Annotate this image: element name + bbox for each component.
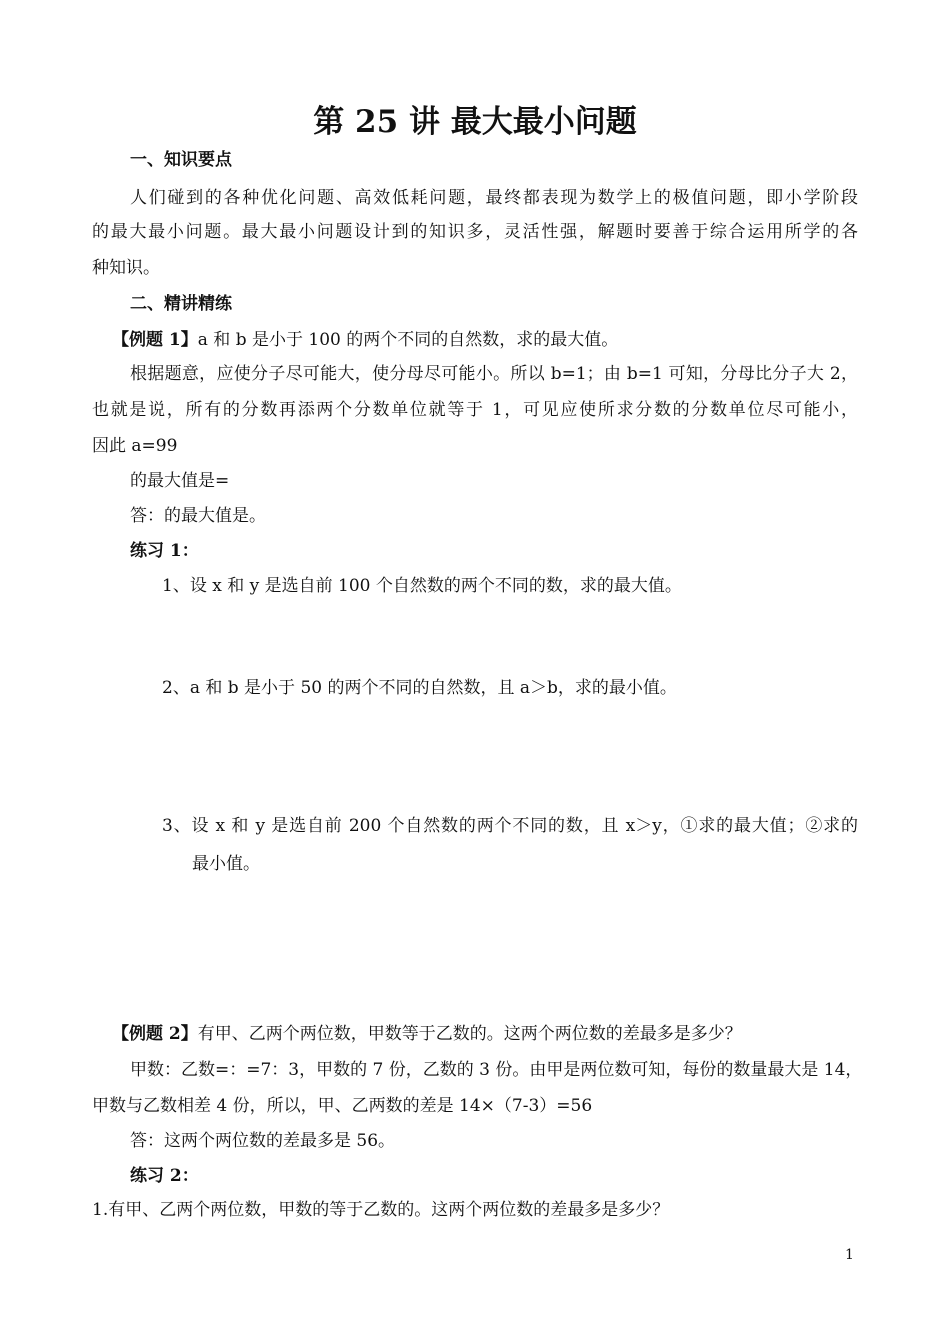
practice-1-heading: 练习 1： bbox=[130, 541, 199, 561]
example-2-label: 【例题 2】 bbox=[112, 1024, 198, 1044]
example-2-solution-line-1: 甲数：乙数=：=7：3，甲数的 7 份，乙数的 3 份。由甲是两位数可知，每份的数量最大是 14， bbox=[130, 1060, 863, 1080]
page-title: 第 25 讲 最大最小问题 bbox=[313, 104, 637, 140]
practice-1-item-3-line-2: 最小值。 bbox=[192, 854, 260, 874]
practice-1-item-1: 1、设 x 和 y 是选自前 100 个自然数的两个不同的数，求的最大值。 bbox=[162, 576, 682, 596]
knowledge-paragraph-line-3: 种知识。 bbox=[92, 258, 160, 278]
example-2-solution-line-2: 甲数与乙数相差 4 份，所以，甲、乙两数的差是 14×（7-3）=56 bbox=[92, 1096, 593, 1116]
example-1-solution-line-4: 的最大值是= bbox=[130, 471, 230, 491]
practice-1-item-3-line-1: 3、设 x 和 y 是选自前 200 个自然数的两个不同的数，且 x＞y，①求的最大值；②求的 bbox=[162, 816, 858, 836]
example-1-solution-line-1: 根据题意，应使分子尽可能大，使分母尽可能小。所以 b=1；由 b=1 可知，分母比分子大 2， bbox=[130, 364, 858, 384]
example-2-question bbox=[112, 1022, 742, 1046]
knowledge-paragraph-line-1: 人们碰到的各种优化问题、高效低耗问题，最终都表现为数学上的极值问题，即小学阶段 bbox=[130, 188, 858, 208]
example-1-label: 【例题 1】 bbox=[112, 330, 198, 350]
example-1-answer: 答：的最大值是。 bbox=[130, 506, 266, 526]
example-1-solution-line-3: 因此 a=99 bbox=[92, 436, 178, 456]
section-heading-practice: 二、精讲精练 bbox=[130, 294, 232, 314]
example-1-solution-line-2: 也就是说，所有的分数再添两个分数单位就等于 1，可见应使所求分数的分数单位尽可能小， bbox=[92, 400, 858, 420]
practice-2-item-1: 1.有甲、乙两个两位数，甲数的等于乙数的。这两个两位数的差最多是多少？ bbox=[92, 1200, 670, 1220]
knowledge-paragraph-line-2: 的最大最小问题。最大最小问题设计到的知识多，灵活性强，解题时要善于综合运用所学的各 bbox=[92, 222, 858, 242]
section-heading-knowledge: 一、知识要点 bbox=[130, 150, 232, 170]
example-1-question bbox=[112, 328, 618, 352]
example-2-answer: 答：这两个两位数的差最多是 56。 bbox=[130, 1131, 396, 1151]
example-2-text: 有甲、乙两个两位数，甲数等于乙数的。这两个两位数的差最多是多少？ bbox=[197, 1024, 742, 1044]
practice-2-heading: 练习 2： bbox=[130, 1166, 199, 1186]
page-number: 1 bbox=[845, 1247, 854, 1263]
example-1-text: a 和 b 是小于 100 的两个不同的自然数，求的最大值。 bbox=[197, 330, 619, 350]
practice-1-item-2: 2、a 和 b 是小于 50 的两个不同的自然数，且 a＞b，求的最小值。 bbox=[162, 678, 677, 698]
